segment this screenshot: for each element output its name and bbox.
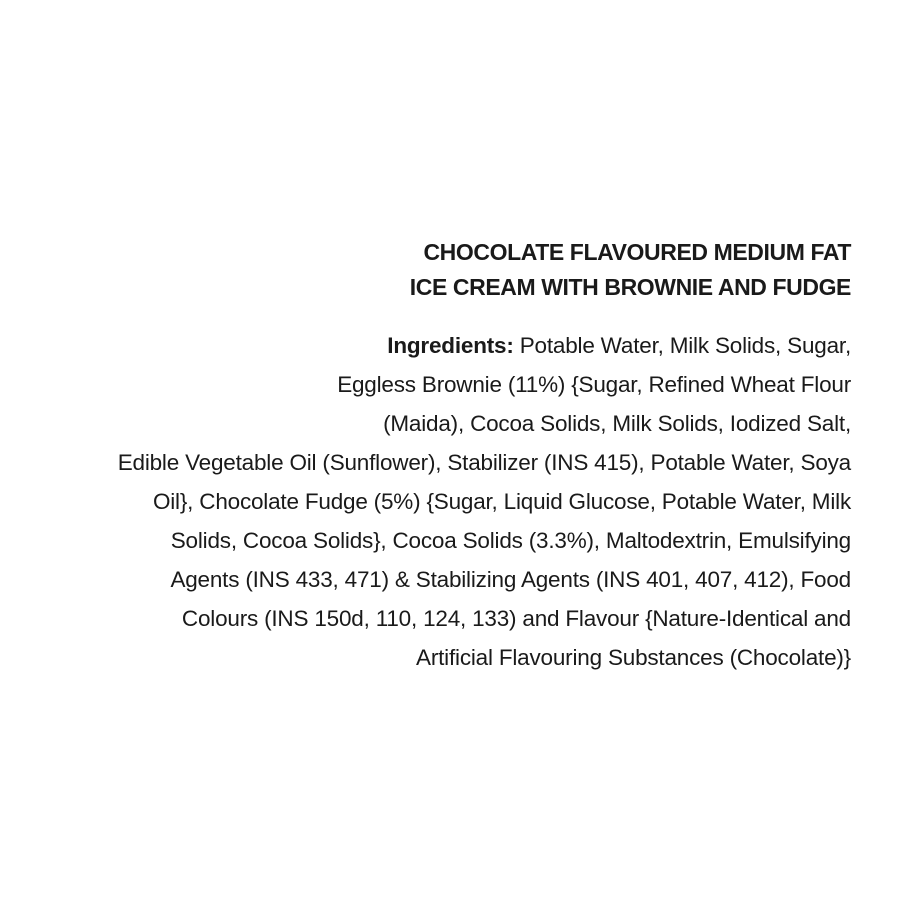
ingredients-line: Edible Vegetable Oil (Sunflower), Stabilizer (INS 415), Potable Water, Soya [117,450,851,475]
ingredients-line [31,326,851,365]
ingredients-line: Oil}, Chocolate Fudge (5%) {Sugar, Liquid Glucose, Potable Water, Milk [152,489,851,514]
ingredients-list [31,326,851,677]
ingredients-line: Artificial Flavouring Substances (Chocolate)} [416,645,851,670]
product-title [31,235,851,305]
ingredients-line: Agents (INS 433, 471) & Stabilizing Agents (INS 401, 407, 412), Food [170,567,851,592]
ingredients-line: Colours (INS 150d, 110, 124, 133) and Flavour {Nature-Identical and [181,606,851,631]
ingredients-line: Solids, Cocoa Solids}, Cocoa Solids (3.3%), Maltodextrin, Emulsifying [170,528,851,553]
ingredients-text: Potable Water, Milk Solids, Sugar, [513,333,851,358]
product-title-line: CHOCOLATE FLAVOURED MEDIUM FAT [423,239,851,265]
ingredients-line: (Maida), Cocoa Solids, Milk Solids, Iodized Salt, [383,411,851,436]
product-title-line: ICE CREAM WITH BROWNIE AND FUDGE [409,274,851,300]
ingredients-heading: Ingredients: [387,333,514,358]
ingredients-line: Eggless Brownie (11%) {Sugar, Refined Wheat Flour [337,372,851,397]
ingredient-label [31,235,851,677]
